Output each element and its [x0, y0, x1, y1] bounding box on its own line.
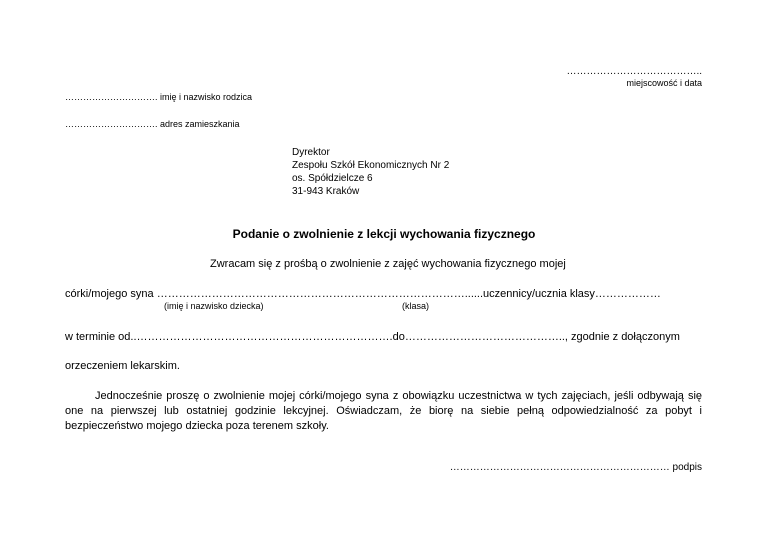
parent-name-line: …………………………. imię i nazwisko rodzica [65, 92, 253, 102]
term-line: w terminie od..…………………………………………………………….do…………………………………….., zgodnie z dołączonym [65, 331, 680, 343]
signature-dots: ………………………………………………………… [449, 462, 670, 473]
statement-paragraph: Jednocześnie proszę o zwolnienie mojej córki/mojego syna z obowiązku uczestnictwa w tych zajęciach, jeśli odbywają się one na pierwszej lub ostatniej godzinie lekcyjnej. Oświadczam, że biorę na siebie pełną odpowiedzialność za pobyt i bezpieczeństwo mojego dziecka poza terenem szkoły. [65, 390, 702, 432]
recipient-line: 31-943 Kraków [292, 186, 360, 197]
recipient-block [292, 146, 449, 198]
place-date-dots: ………………………………….. [566, 66, 702, 77]
signature-line [450, 462, 702, 473]
class-hint: (klasa) [402, 301, 430, 311]
child-name-hint: (imię i nazwisko dziecka) [164, 301, 264, 311]
address-line: …………………………. adres zamieszkania [65, 119, 240, 129]
signature-label: podpis [672, 462, 702, 473]
child-name-line: córki/mojego syna …………………………………………………………………………......uczennicy/ucznia klasy……………… [65, 288, 661, 300]
recipient-line: os. Spółdzielcze 6 [292, 173, 373, 184]
intro-line: Zwracam się z prośbą o zwolnienie z zajęć wychowania fizycznego mojej [210, 258, 566, 270]
document-title: Podanie o zwolnienie z lekcji wychowania fizycznego [232, 227, 536, 241]
recipient-line: Zespołu Szkół Ekonomicznych Nr 2 [292, 160, 450, 171]
place-date-label: miejscowość i data [626, 78, 702, 88]
certificate-line: orzeczeniem lekarskim. [65, 360, 180, 372]
recipient-line: Dyrektor [292, 147, 330, 158]
